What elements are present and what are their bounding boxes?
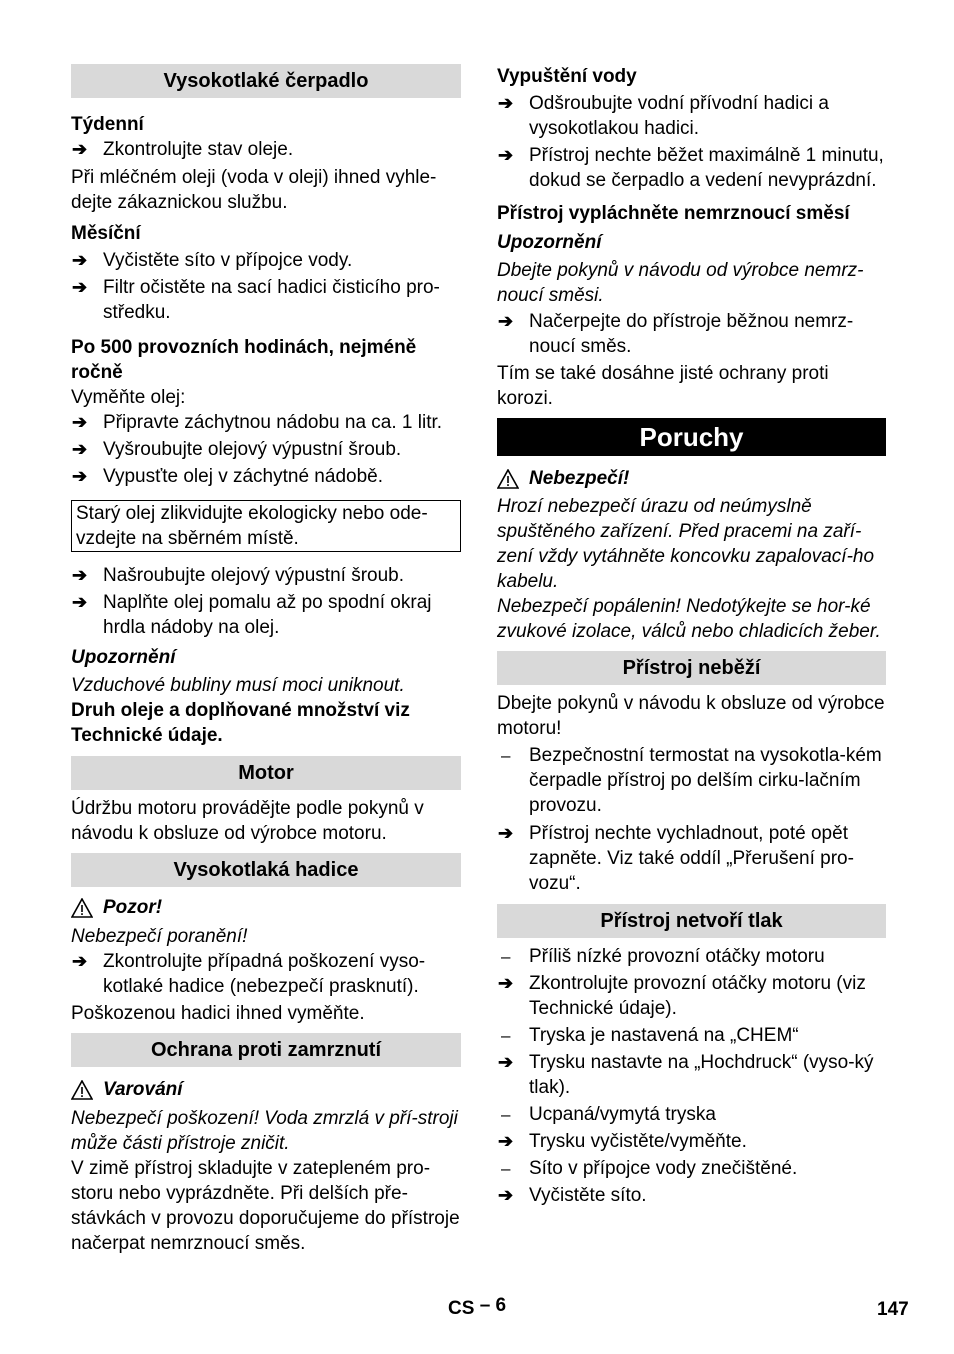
paragraph: V zimě přístroj skladujte v zatepleném pro-storu nebo vyprázdněte. Při delších pře-stávkách v provozu doporučujeme do přístroje načerpat nemrznoucí směs.: [71, 1158, 460, 1254]
bullet-item: ➔ Načerpejte do přístroje běžnou nemrz-noucí směs.: [498, 311, 854, 357]
oil-info: Druh oleje a doplňované množství viz Technické údaje.: [71, 700, 410, 746]
section-title-faults: Poruchy: [497, 418, 886, 456]
paragraph: Údržbu motoru provádějte podle pokynů v návodu k obsluze od výrobce motoru.: [71, 798, 424, 844]
note-text: Vzduchové bubliny musí moci uniknout.: [71, 675, 405, 696]
warning-text: Nebezpečí poranění!: [71, 926, 248, 947]
heading-500-hours: Po 500 provozních hodinách, nejméně ročně: [71, 337, 417, 383]
dash-icon: –: [501, 1105, 511, 1124]
arrow-right-icon: ➔: [72, 466, 88, 486]
warning-text: Nebezpečí poškození! Voda zmrzlá v pří-stroji může části přístroje zničit.: [71, 1108, 458, 1154]
note-box: Starý olej zlikvidujte ekologicky nebo ode-vzdejte na sběrném místě.: [71, 500, 461, 552]
bullet-item: ➔ Naplňte olej pomalu až po spodní okraj hrdla nádoby na olej.: [72, 592, 432, 638]
note-label: Upozornění: [497, 232, 602, 253]
arrow-right-icon: ➔: [72, 439, 88, 459]
footer-lang: CS: [448, 1298, 475, 1319]
footer-local-page: – 6: [479, 1295, 507, 1316]
warning-text: Hrozí nebezpečí úrazu od neúmyslně spuštěného zařízení. Před pracemi na zaří-zení vždy vytáhněte koncovku zapalovací-ho kabelu.: [497, 496, 875, 592]
section-title-no-pressure: Přístroj netvoří tlak: [497, 904, 886, 938]
cause-item: – Bezpečnostní termostat na vysokotla-kém čerpadle přístroj po delším cirku-lačním provozu.: [501, 745, 882, 816]
arrow-right-icon: ➔: [72, 250, 88, 270]
paragraph: Dbejte pokynů v návodu k obsluze od výrobce motoru!: [497, 693, 885, 739]
left-column: [71, 64, 461, 1256]
section-title-motor: Motor: [71, 756, 461, 790]
bullet-item: ➔ Zkontrolujte stav oleje.: [72, 139, 294, 160]
bullet-item: ➔ Zkontrolujte případná poškození vyso-kotlaké hadice (nebezpečí prasknutí).: [72, 951, 426, 997]
heading-monthly: Měsíční: [71, 223, 141, 244]
right-column: [497, 64, 886, 1208]
heading-drain: Vypuštění vody: [497, 66, 637, 87]
paragraph: Vyměňte olej:: [71, 387, 186, 408]
bullet-item: ➔ Našroubujte olejový výpustní šroub.: [72, 565, 404, 586]
arrow-right-icon: ➔: [72, 565, 88, 585]
cause-item: – Tryska je nastavená na „CHEM“: [501, 1025, 799, 1046]
dash-icon: –: [501, 1159, 511, 1178]
section-title-hose: Vysokotlaká hadice: [71, 853, 461, 887]
bullet-item: ➔ Trysku vyčistěte/vyměňte.: [498, 1131, 747, 1152]
warning-triangle-icon: [497, 469, 519, 489]
arrow-right-icon: ➔: [498, 973, 514, 993]
warning-triangle-icon: [71, 898, 93, 918]
heading-weekly: Týdenní: [71, 114, 144, 135]
dash-icon: –: [501, 1026, 511, 1045]
note-text: Dbejte pokynů v návodu od výrobce nemrz-noucí směsi.: [497, 260, 864, 306]
paragraph: Poškozenou hadici ihned vyměňte.: [71, 1003, 365, 1024]
arrow-right-icon: ➔: [498, 311, 514, 331]
arrow-right-icon: ➔: [498, 1052, 514, 1072]
cause-item: – Síto v přípojce vody znečištěné.: [501, 1158, 798, 1179]
warning-danger: Varování: [71, 1077, 461, 1102]
bullet-item: ➔ Připravte záchytnou nádobu na ca. 1 litr.: [72, 412, 443, 433]
dash-icon: –: [501, 947, 511, 966]
warning-triangle-icon: [71, 1080, 93, 1100]
bullet-item: ➔ Odšroubujte vodní přívodní hadici a vysokotlakou hadici.: [498, 93, 829, 139]
arrow-right-icon: ➔: [498, 823, 514, 843]
paragraph: Tím se také dosáhne jisté ochrany proti korozi.: [497, 363, 829, 409]
arrow-right-icon: ➔: [498, 145, 514, 165]
bullet-item: ➔ Vyčistěte síto v přípojce vody.: [72, 250, 353, 271]
arrow-right-icon: ➔: [72, 277, 88, 297]
footer-section-ref: [448, 1295, 507, 1320]
dash-icon: –: [501, 746, 511, 765]
bullet-item: ➔ Přístroj nechte běžet maximálně 1 minutu, dokud se čerpadlo a vedení nevyprázdní.: [498, 145, 884, 191]
cause-item: – Ucpaná/vymytá tryska: [501, 1104, 716, 1125]
bullet-item: ➔ Vyčistěte síto.: [498, 1185, 647, 1206]
arrow-right-icon: ➔: [498, 1185, 514, 1205]
section-title-not-running: Přístroj neběží: [497, 651, 886, 685]
paragraph: Při mléčném oleji (voda v oleji) ihned vyhle-dejte zákaznickou službu.: [71, 167, 437, 213]
page-number: 147: [877, 1299, 909, 1320]
heading-rinse: Přístroj vypláchněte nemrznoucí směsí: [497, 203, 850, 224]
bullet-item: ➔ Trysku nastavte na „Hochdruck“ (vyso-ký tlak).: [498, 1052, 874, 1098]
arrow-right-icon: ➔: [498, 93, 514, 113]
bullet-item: ➔ Přístroj nechte vychladnout, poté opět zapněte. Viz také oddíl „Přerušení pro-vozu“.: [498, 823, 854, 894]
bullet-item: ➔ Vypusťte olej v záchytné nádobě.: [72, 466, 383, 487]
warning-caution: Pozor!: [71, 895, 461, 920]
arrow-right-icon: ➔: [72, 412, 88, 432]
bullet-item: ➔ Zkontrolujte provozní otáčky motoru (viz Technické údaje).: [498, 973, 866, 1019]
arrow-right-icon: ➔: [498, 1131, 514, 1151]
warning-text: Nebezpečí popálenin! Nedotýkejte se hor-ké zvukové izolace, válců nebo chladicích žeber.: [497, 596, 881, 642]
arrow-right-icon: ➔: [72, 139, 88, 159]
arrow-right-icon: ➔: [72, 951, 88, 971]
bullet-item: ➔ Filtr očistěte na sací hadici čisticího pro-středku.: [72, 277, 440, 323]
warning-danger: Nebezpečí!: [497, 466, 886, 491]
bullet-item: ➔ Vyšroubujte olejový výpustní šroub.: [72, 439, 402, 460]
cause-item: – Příliš nízké provozní otáčky motoru: [501, 946, 825, 967]
section-title-frost: Ochrana proti zamrznutí: [71, 1033, 461, 1067]
section-title-hp-pump: Vysokotlaké čerpadlo: [71, 64, 461, 98]
arrow-right-icon: ➔: [72, 592, 88, 612]
note-label: Upozornění: [71, 647, 176, 668]
